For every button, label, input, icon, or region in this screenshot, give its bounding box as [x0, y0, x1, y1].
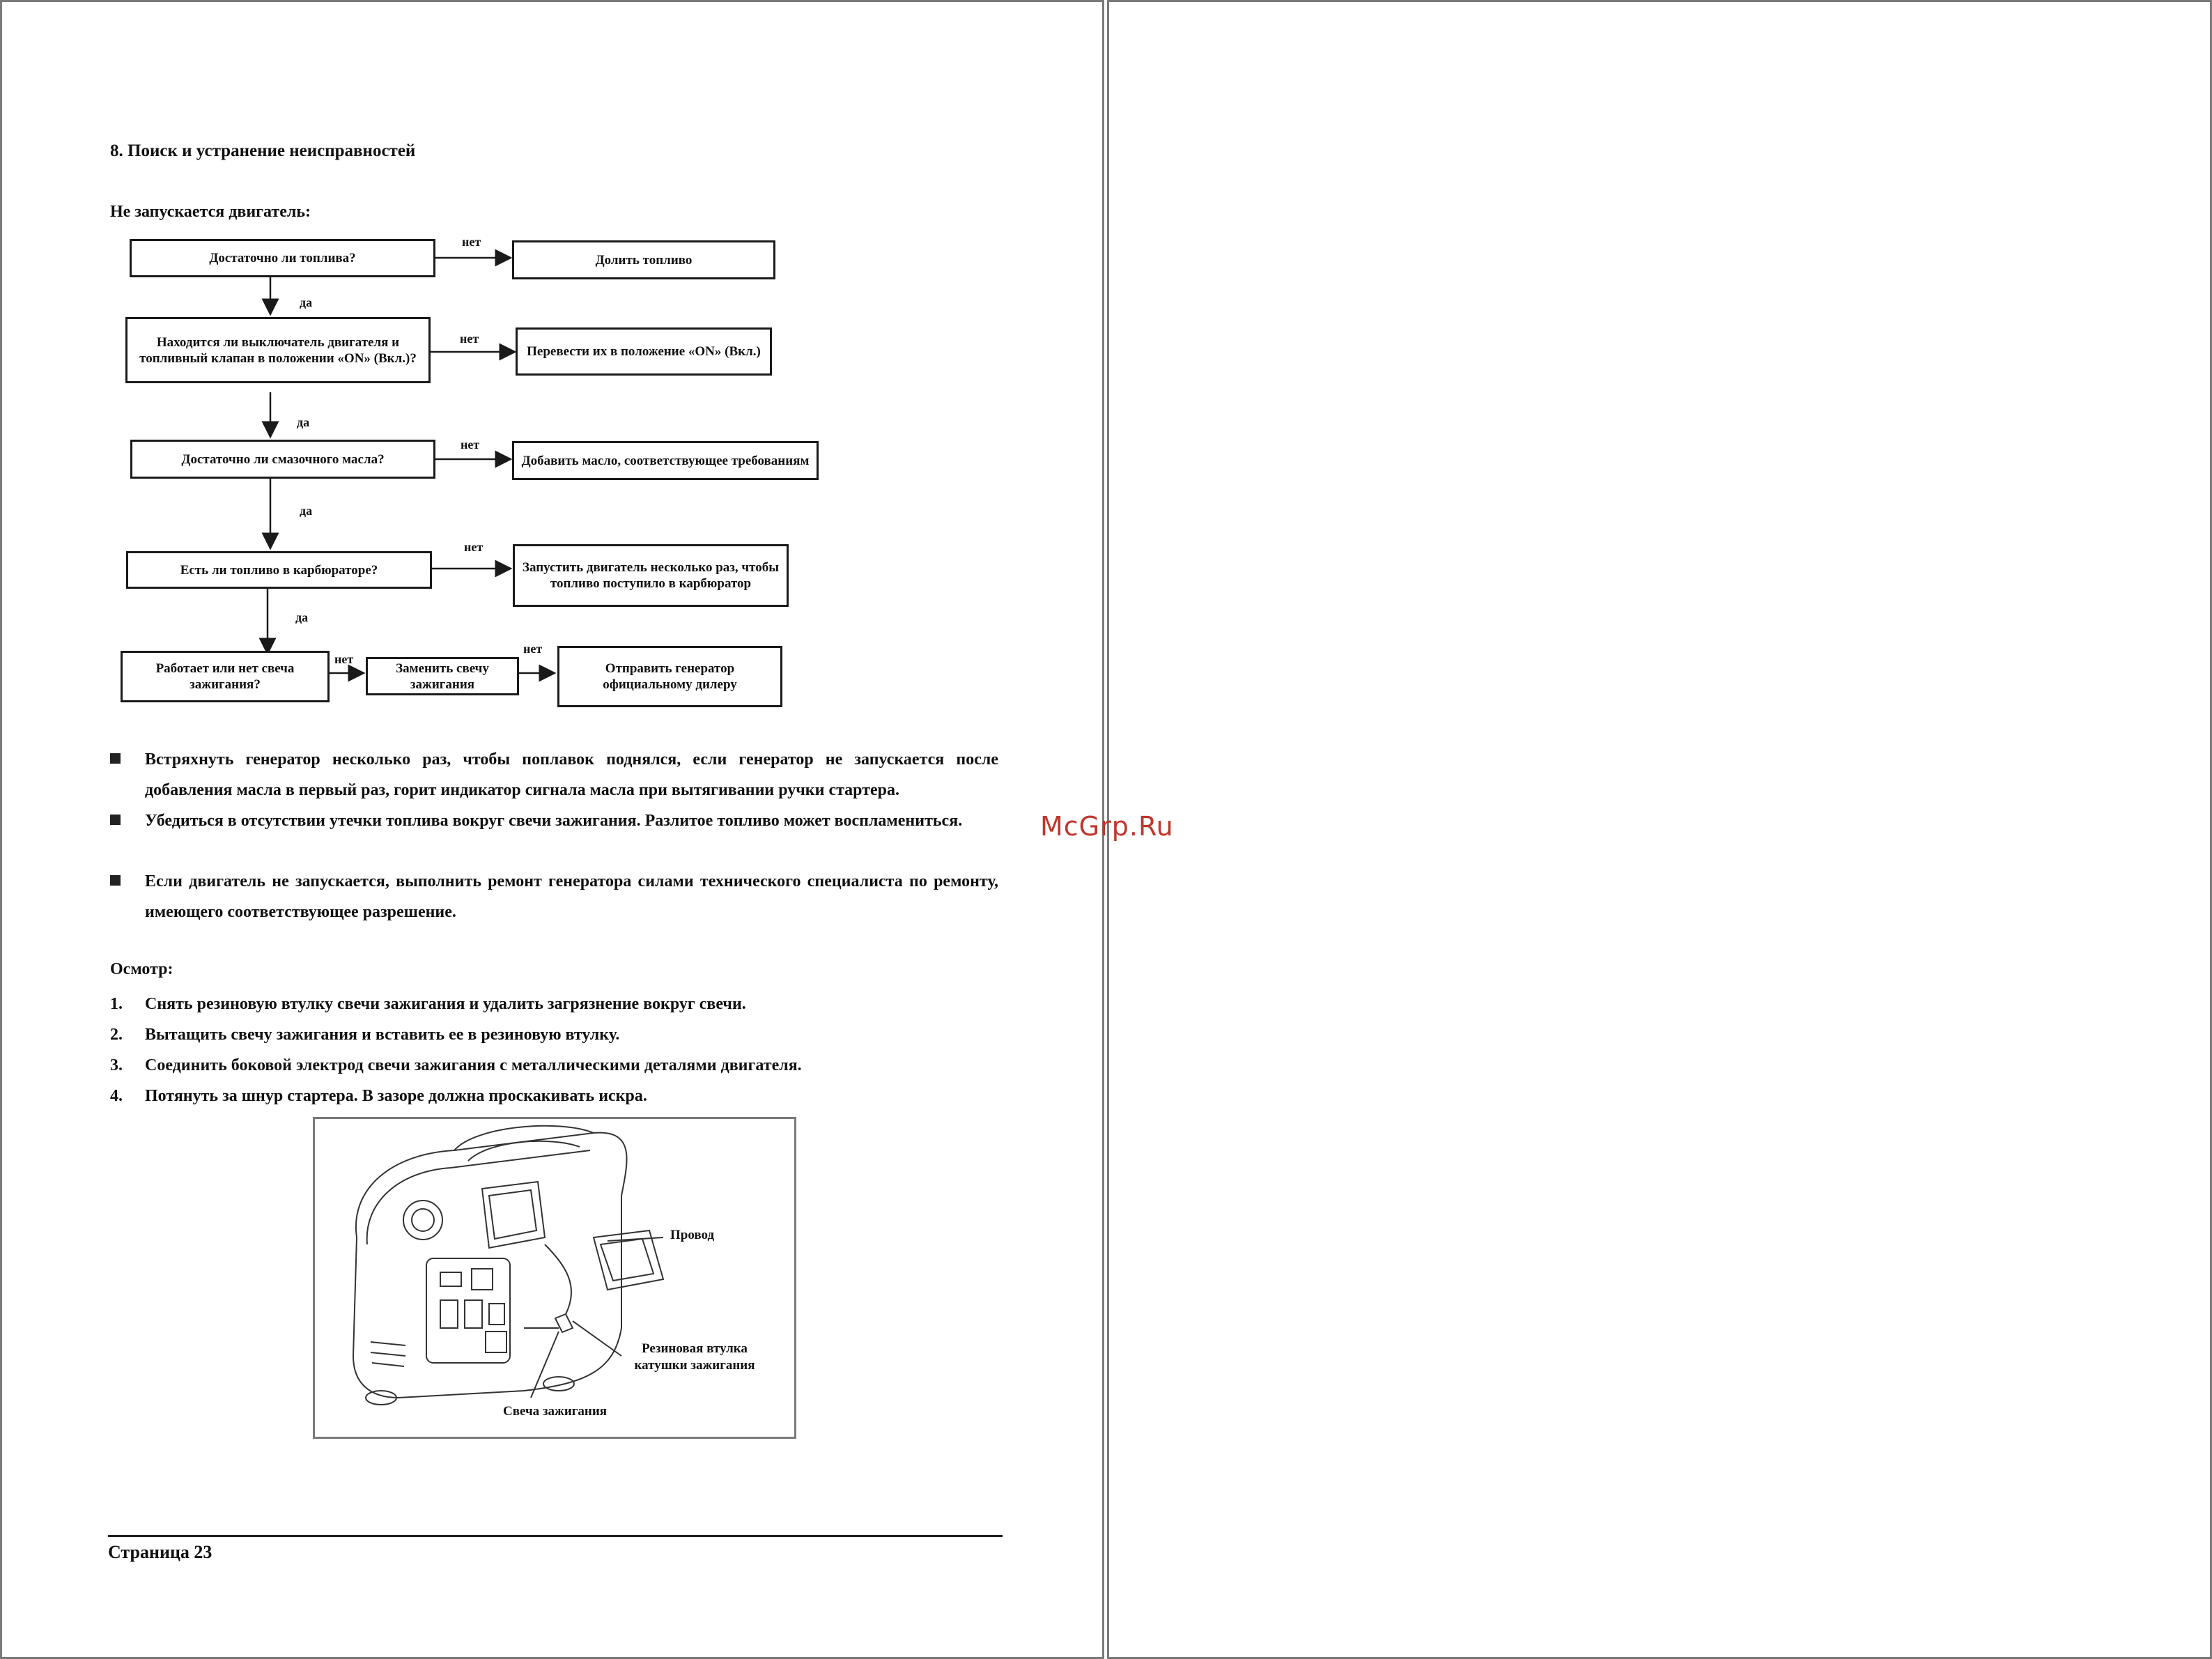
flow-question-oil: Достаточно ли смазочного масла? [130, 440, 435, 479]
flow-label-no: нет [334, 652, 354, 666]
generator-illustration [313, 1117, 796, 1439]
flow-label-yes: да [295, 610, 309, 624]
flow-label-yes: да [300, 295, 313, 309]
step-number: 4. [110, 1087, 123, 1105]
step-number: 3. [110, 1056, 123, 1074]
flow-label-yes: да [300, 504, 313, 518]
flow-action-replace-plug: Заменить свечу зажигания [366, 657, 519, 695]
page-number: Страница 23 [108, 1542, 212, 1562]
label-wire: Провод [670, 1228, 715, 1242]
flow-action-start-engine: Запустить двигатель несколько раз, чтобы топливо поступило в карбюратор [513, 544, 789, 607]
step-number: 1. [110, 995, 123, 1013]
flow-label-no: нет [462, 235, 481, 249]
bullet-text: Если двигатель не запускается, выполнить ремонт генератора силами технического специалиста по ремонту, имеющего соответствующее разрешение. [145, 872, 998, 921]
flow-action-send-dealer: Отправить генератор официальному дилеру [557, 646, 782, 707]
list-item [110, 989, 1016, 1019]
inspection-steps [110, 989, 1016, 1111]
list-item [110, 1081, 1016, 1111]
flow-question-carburetor: Есть ли топливо в карбюраторе? [126, 551, 432, 589]
bullet-square-icon [110, 875, 121, 886]
footer-divider [108, 1535, 1003, 1537]
flow-action-add-oil: Добавить масло, соответствующее требованиям [512, 441, 819, 480]
flow-action-switch-on: Перевести их в положение «ON» (Вкл.) [516, 327, 772, 376]
label-spark-plug: Свеча зажигания [503, 1404, 608, 1419]
subtitle: Не запускается двигатель: [110, 203, 311, 221]
flow-question-fuel: Достаточно ли топлива? [130, 239, 435, 277]
document-page-right-blank [1107, 0, 2212, 1659]
flow-label-yes: да [297, 415, 310, 429]
watermark: McGrp.Ru [1040, 811, 1174, 842]
flow-label-no: нет [523, 642, 543, 656]
bullet-square-icon [110, 753, 121, 764]
list-item [110, 1019, 1016, 1050]
bullet-item [110, 866, 998, 927]
generator-drawing [315, 1119, 794, 1437]
flow-label-no: нет [464, 540, 484, 554]
step-text: Соединить боковой электрод свечи зажигания с металлическими деталями двигателя. [145, 1056, 802, 1074]
flow-question-spark-plug: Работает или нет свеча зажигания? [121, 651, 330, 702]
flow-question-switch: Находится ли выключатель двигателя и топливный клапан в положении «ON» (Вкл.)? [125, 317, 431, 383]
step-text: Потянуть за шнур стартера. В зазоре должна проскакивать искра. [145, 1087, 647, 1105]
flow-action-add-fuel: Долить топливо [512, 240, 775, 279]
step-number: 2. [110, 1026, 123, 1044]
inspection-title: Осмотр: [110, 960, 173, 978]
bullet-item [110, 805, 998, 836]
document-page-left [0, 0, 1104, 1659]
list-item [110, 1050, 1016, 1081]
step-text: Вытащить свечу зажигания и вставить ее в резиновую втулку. [145, 1026, 620, 1044]
step-text: Снять резиновую втулку свечи зажигания и удалить загрязнение вокруг свечи. [145, 995, 746, 1013]
section-title: 8. Поиск и устранение неисправностей [110, 141, 416, 160]
flow-label-no: нет [460, 332, 479, 346]
bullet-text: Встряхнуть генератор несколько раз, чтобы поплавок поднялся, если генератор не запускается после добавления масла в первый раз, горит индикатор сигнала масла при вытягивании ручки стартера. [145, 750, 998, 799]
label-ignition-boot: Резиновая втулка катушки зажигания [634, 1341, 755, 1373]
bullet-square-icon [110, 815, 121, 825]
flow-label-no: нет [461, 438, 480, 452]
bullet-item [110, 744, 998, 805]
bullet-text: Убедиться в отсутствии утечки топлива вокруг свечи зажигания. Разлитое топливо может воспламениться. [145, 812, 963, 830]
